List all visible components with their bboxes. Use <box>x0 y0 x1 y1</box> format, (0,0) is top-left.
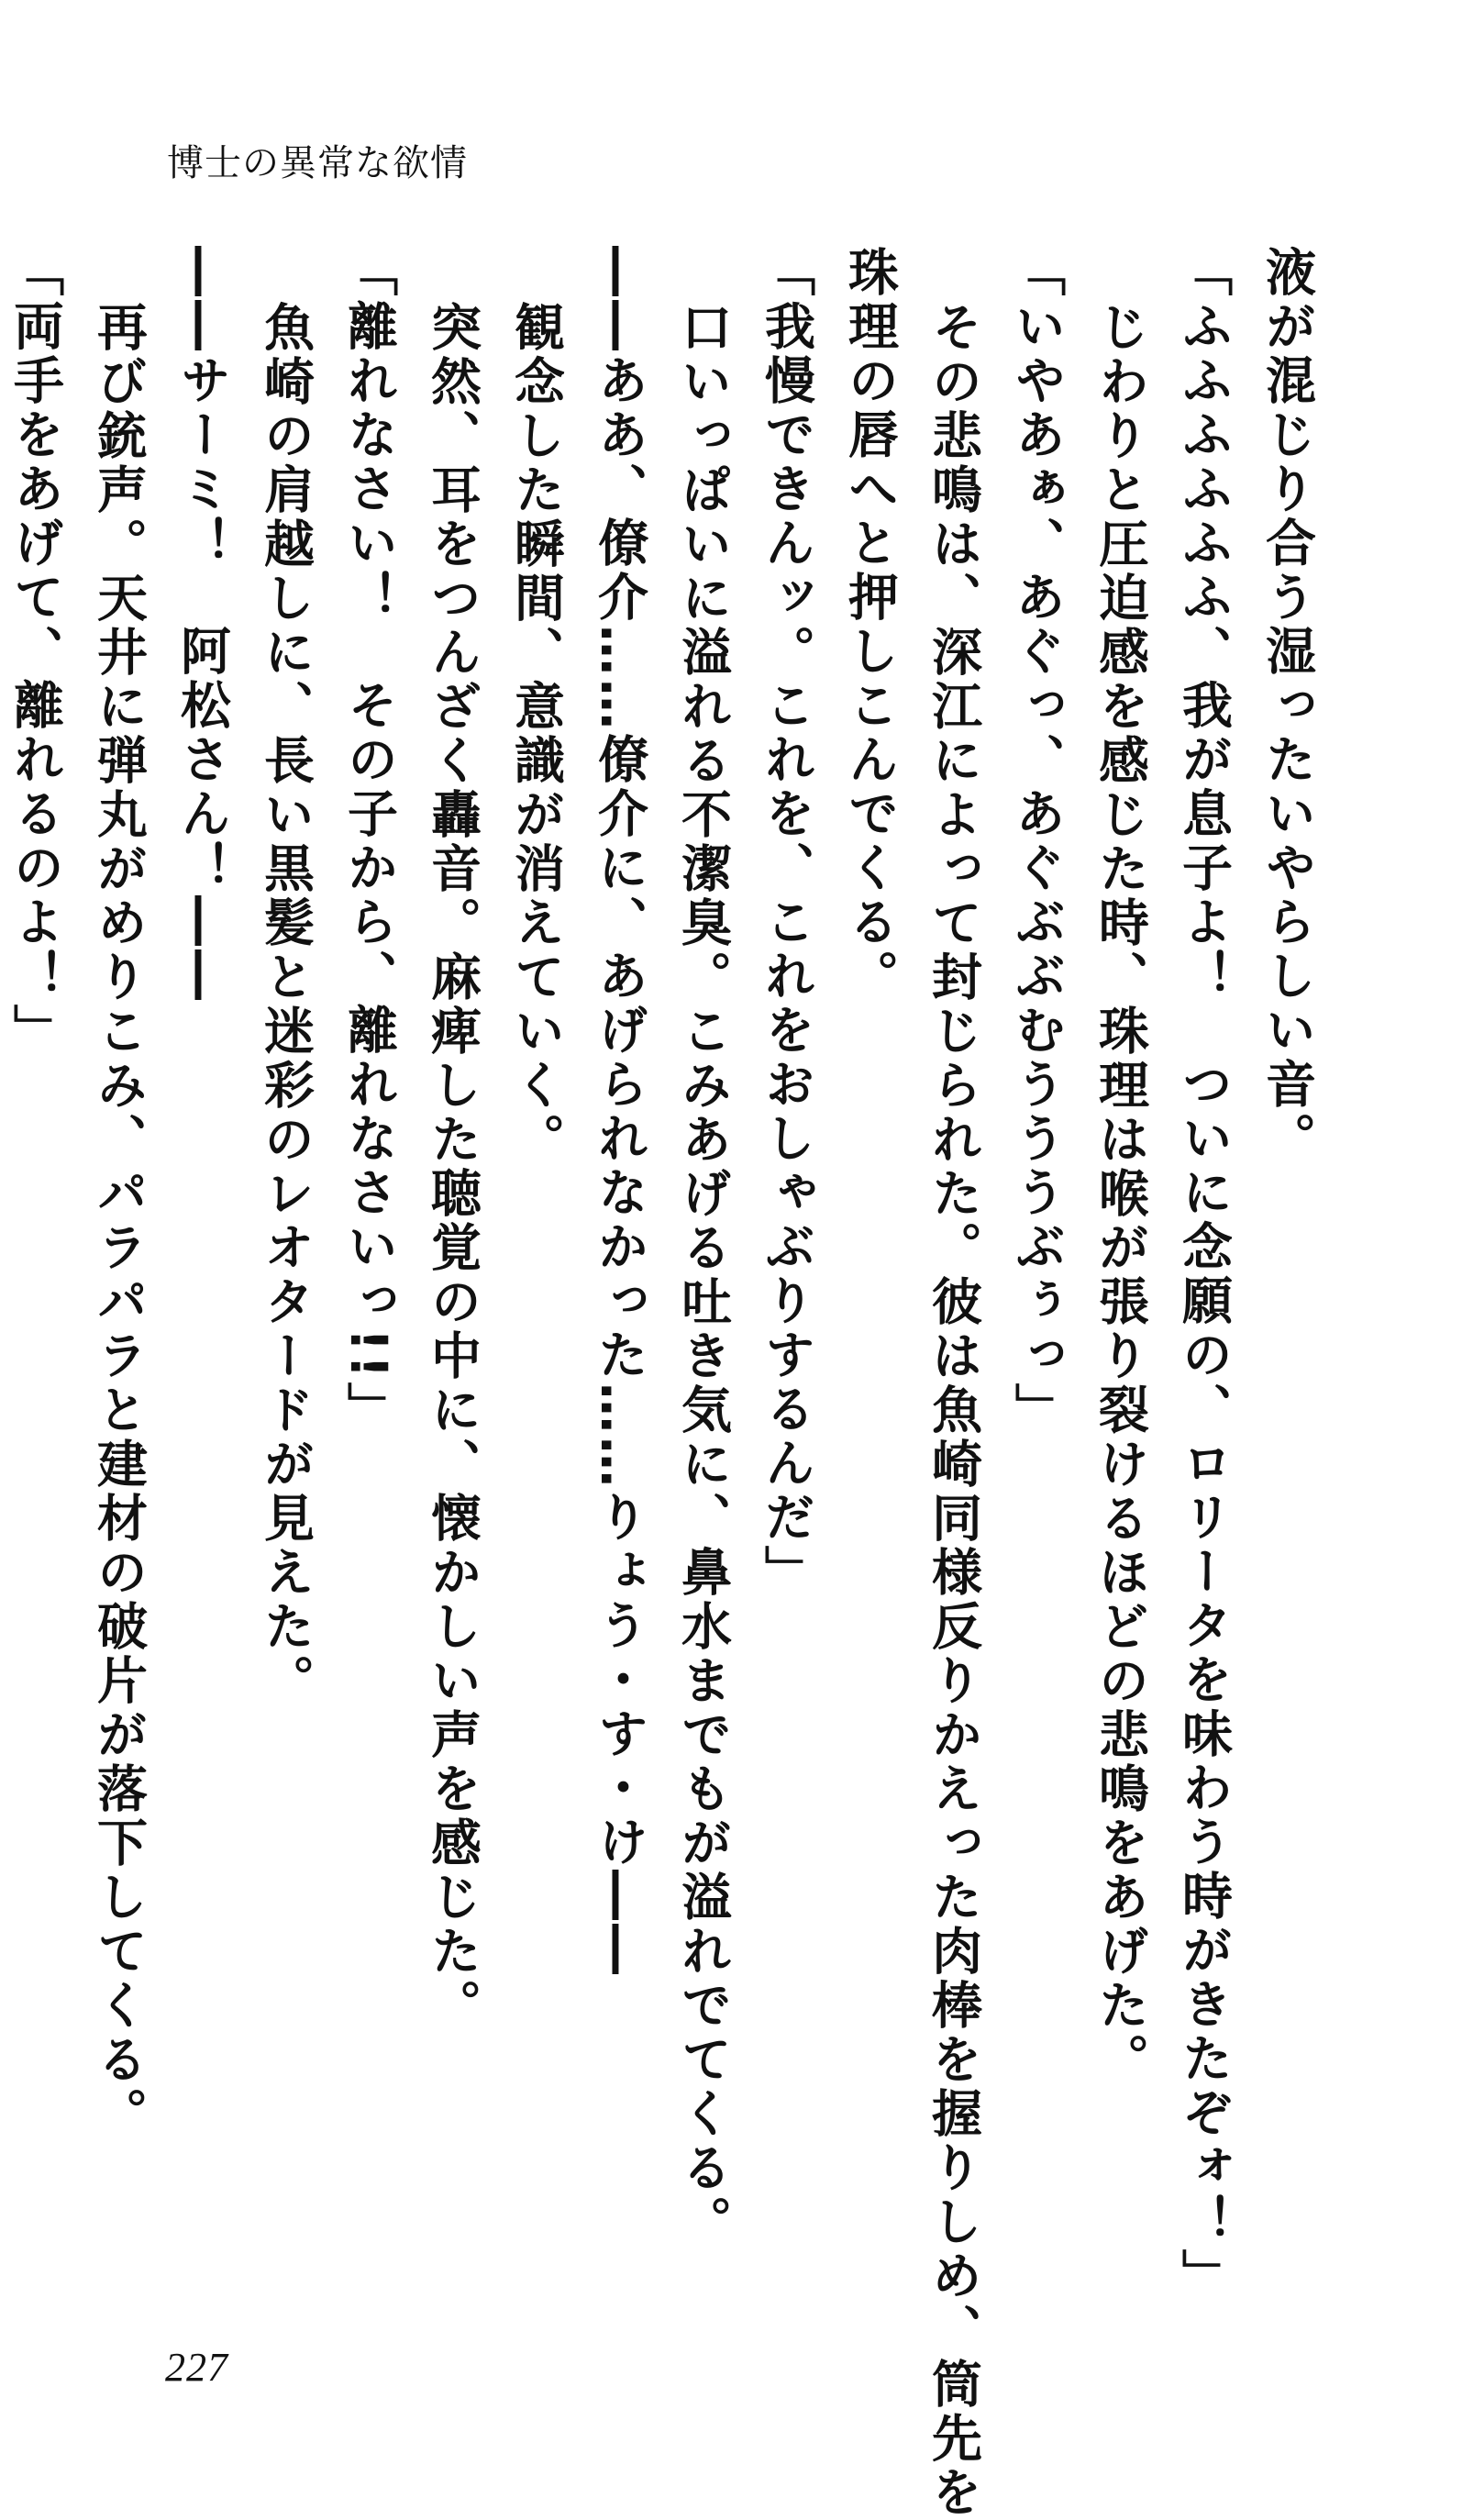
text-line: ――ああ、僚介……僚介に、あげられなかった……りょう・す・け―― <box>590 246 648 1978</box>
text-line: 突然、耳をつんざく轟音。麻痺した聴覚の中に、懐かしい声を感じた。 <box>423 301 482 2033</box>
page-number: 227 <box>165 2345 228 2390</box>
text-line: 「両手をあげて、離れるのよ！」 <box>6 246 64 1058</box>
text-line: 魚崎の肩越しに、長い黒髪と迷彩のレオタードが見えた。 <box>256 301 315 1708</box>
text-line: 「離れなさい！ その子から、離れなさいっ!!」 <box>339 246 398 1437</box>
text-line: その悲鳴は、深江によって封じられた。彼は魚崎同様反りかえった肉棒を握りしめ、筒先を <box>924 301 982 2520</box>
running-head-title: 博士の異常な欲情 <box>167 142 468 184</box>
text-line: 液が混じり合う湿ったいやらしい音。 <box>1257 246 1316 1166</box>
text-line: 観念した瞬間、意識が消えていく。 <box>506 301 565 1167</box>
text-line: じわりと圧迫感を感じた時、珠理は喉が張り裂けるほどの悲鳴をあげた。 <box>1091 301 1149 2087</box>
text-line: 珠理の唇へと押しこんでくる。 <box>840 246 899 1004</box>
text-line: 再び銃声。天井に弾丸がめりこみ、パラパラと建材の破片が落下してくる。 <box>89 301 148 2141</box>
text-line: 口いっぱいに溢れる不潔臭。こみあげる吐き気に、鼻水までもが溢れでてくる。 <box>673 301 732 2249</box>
text-line: ――サーミ！ 阿松さん！―― <box>172 246 231 1004</box>
text-line: 「ふふふふふふ、我が息子よ！ ついに念願の、ロリータを味わう時がきたぞォ！」 <box>1174 246 1233 2303</box>
text-line: 「いやあぁ、あぐっ、あぐぶぶむうううぶぅっ」 <box>1007 246 1066 1437</box>
text-line: 「我慢できんッ。これを、これをおしゃぶりするんだ」 <box>757 246 815 1599</box>
